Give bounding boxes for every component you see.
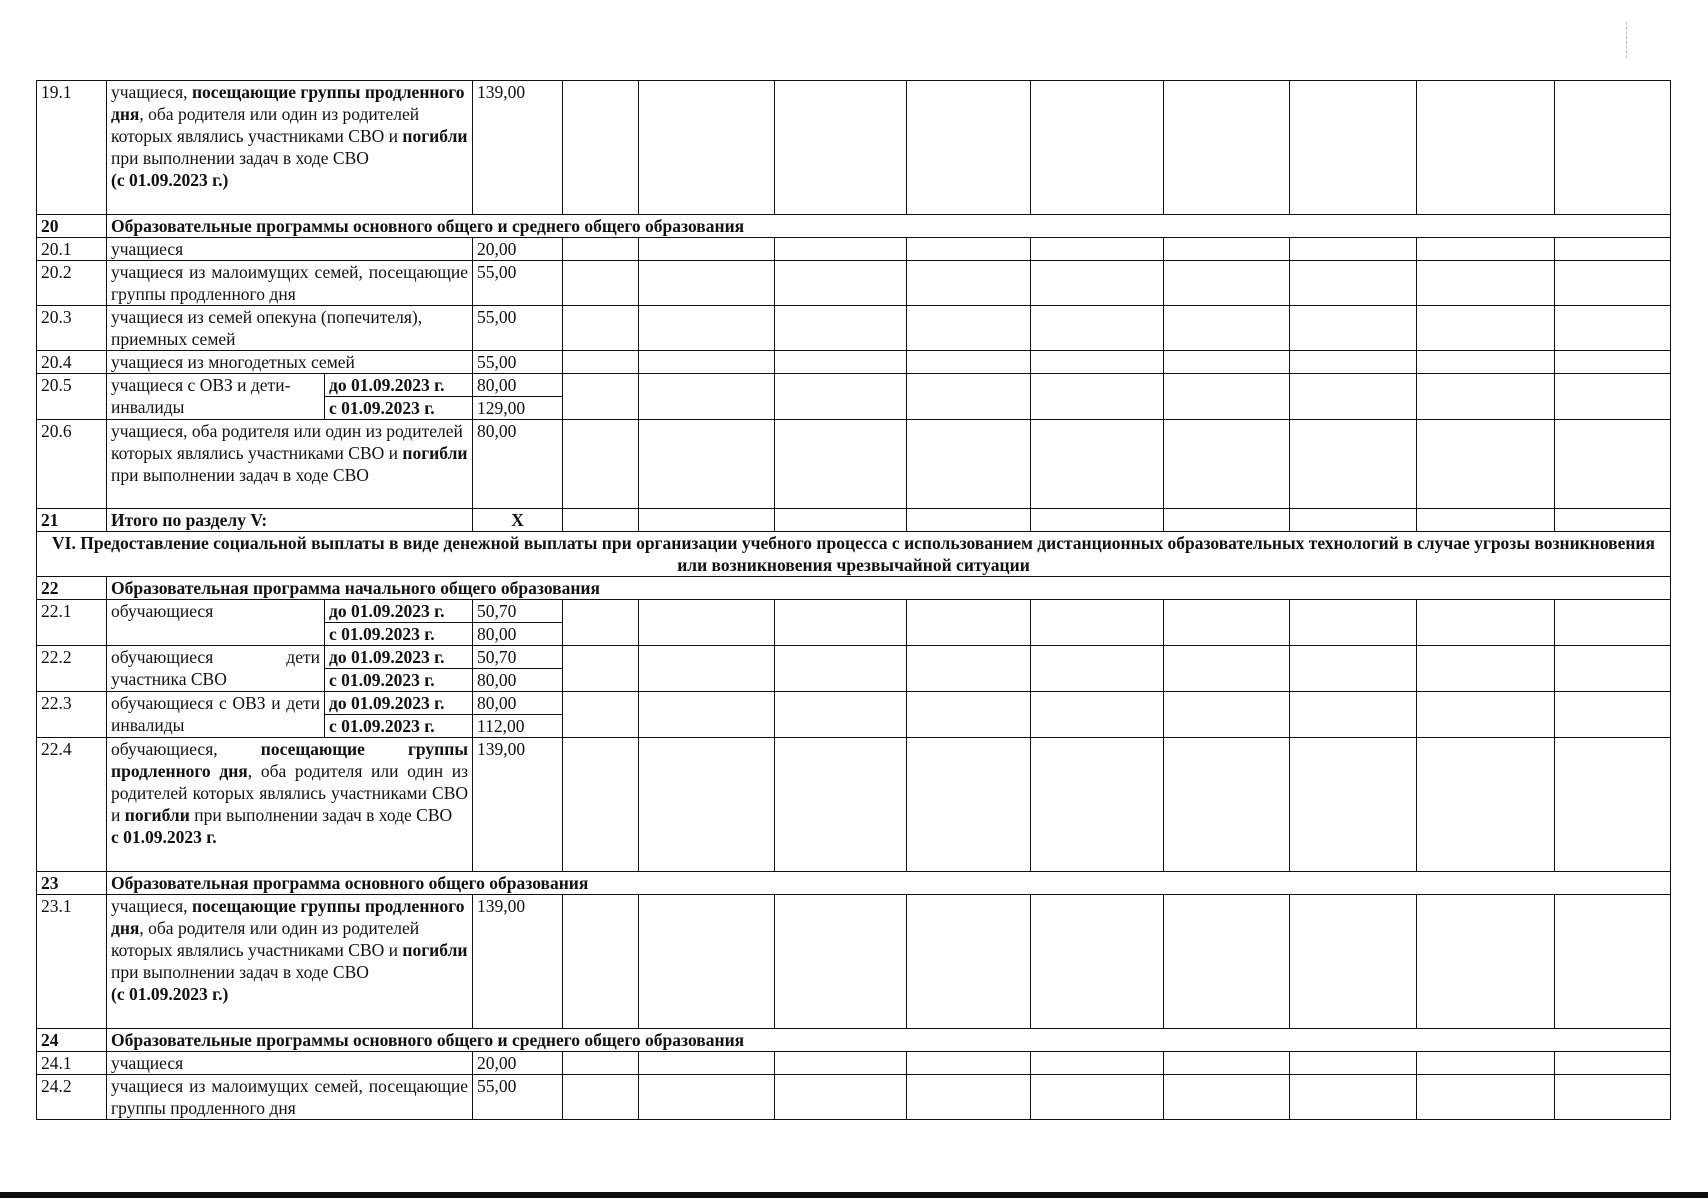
empty-cell <box>639 692 775 738</box>
empty-cell <box>1164 600 1290 646</box>
empty-cell <box>639 1075 775 1120</box>
table-row <box>37 238 1671 261</box>
table-row <box>37 1029 1671 1052</box>
table-row <box>37 1075 1671 1120</box>
empty-cell <box>1164 238 1290 261</box>
bold-text: погибли <box>402 940 468 960</box>
row-label: учащиеся из семей опекуна (попечителя), приемных семей <box>107 306 473 351</box>
empty-cell <box>1031 374 1164 420</box>
text: , оба родителя или один из родителей которых являлись участниками СВО и <box>111 761 469 825</box>
bold-text: посещающие группы продленного дня <box>111 896 465 938</box>
text: при выполнении задач в ходе СВО <box>189 805 453 825</box>
empty-cell <box>775 1052 907 1075</box>
empty-cell <box>907 646 1031 692</box>
row-number: 19.1 <box>37 81 107 215</box>
empty-cell <box>1555 238 1671 261</box>
bold-text: посещающие группы продленного дня <box>111 739 469 781</box>
empty-cell <box>775 895 907 1029</box>
empty-cell <box>1290 306 1417 351</box>
empty-cell <box>775 261 907 306</box>
row-number: 20.1 <box>37 238 107 261</box>
empty-cell <box>1031 895 1164 1029</box>
bold-text: посещающие группы продленного дня <box>111 82 465 124</box>
empty-cell <box>1164 261 1290 306</box>
row-value: 80,00 <box>473 669 563 692</box>
empty-cell <box>907 374 1031 420</box>
empty-cell <box>1417 895 1555 1029</box>
empty-cell <box>1555 374 1671 420</box>
section-row <box>37 532 1671 577</box>
empty-cell <box>563 1052 639 1075</box>
empty-cell <box>639 306 775 351</box>
empty-cell <box>1164 1075 1290 1120</box>
empty-cell <box>563 1075 639 1120</box>
empty-cell <box>639 646 775 692</box>
row-heading: Образовательные программы основного общего и среднего общего образования <box>107 215 1671 238</box>
empty-cell <box>775 420 907 509</box>
date-cell: до 01.09.2023 г. <box>325 692 473 715</box>
date-cell: с 01.09.2023 г. <box>325 397 473 420</box>
bold-text: погибли <box>402 126 468 146</box>
total-mark: X <box>473 509 563 532</box>
empty-cell <box>639 1052 775 1075</box>
text: , оба родителя или один из родителей которых являлись участниками СВО и <box>111 104 420 146</box>
row-value: 55,00 <box>473 351 563 374</box>
table-row <box>37 261 1671 306</box>
row-label <box>107 420 473 509</box>
row-heading: Образовательные программы основного общего и среднего общего образования <box>107 1029 1671 1052</box>
empty-cell <box>1164 895 1290 1029</box>
text: обучающиеся, <box>111 739 261 759</box>
row-value: 80,00 <box>473 623 563 646</box>
empty-cell <box>1164 420 1290 509</box>
text: при выполнении задач в ходе СВО <box>111 465 369 485</box>
row-number: 20.2 <box>37 261 107 306</box>
empty-cell <box>1031 261 1164 306</box>
empty-cell <box>1417 81 1555 215</box>
row-number: 20.3 <box>37 306 107 351</box>
table-row <box>37 509 1671 532</box>
empty-cell <box>907 351 1031 374</box>
empty-cell <box>1417 351 1555 374</box>
text: учащиеся, <box>111 82 192 102</box>
empty-cell <box>639 895 775 1029</box>
row-value: 139,00 <box>473 738 563 872</box>
row-number: 22.1 <box>37 600 107 646</box>
row-value: 129,00 <box>473 397 563 420</box>
row-number: 22.2 <box>37 646 107 692</box>
empty-cell <box>1290 261 1417 306</box>
empty-cell <box>1031 238 1164 261</box>
row-number: 22 <box>37 577 107 600</box>
row-number: 23.1 <box>37 895 107 1029</box>
empty-cell <box>775 738 907 872</box>
table-row <box>37 646 1671 669</box>
row-number: 23 <box>37 872 107 895</box>
table-row <box>37 215 1671 238</box>
empty-cell <box>1164 646 1290 692</box>
empty-cell <box>639 374 775 420</box>
row-label <box>107 895 473 1029</box>
empty-cell <box>1031 420 1164 509</box>
date-cell: с 01.09.2023 г. <box>325 715 473 738</box>
empty-cell <box>1417 600 1555 646</box>
empty-cell <box>1555 692 1671 738</box>
table-row <box>37 306 1671 351</box>
empty-cell <box>1555 895 1671 1029</box>
empty-cell <box>1417 261 1555 306</box>
empty-cell <box>1555 646 1671 692</box>
row-number: 24 <box>37 1029 107 1052</box>
empty-cell <box>1417 738 1555 872</box>
empty-cell <box>1031 738 1164 872</box>
empty-cell <box>1031 1052 1164 1075</box>
empty-cell <box>563 895 639 1029</box>
row-label <box>107 81 473 215</box>
empty-cell <box>563 238 639 261</box>
empty-cell <box>1290 646 1417 692</box>
row-number: 20.4 <box>37 351 107 374</box>
empty-cell <box>639 351 775 374</box>
empty-cell <box>563 600 639 646</box>
empty-cell <box>1417 646 1555 692</box>
row-value: 139,00 <box>473 895 563 1029</box>
empty-cell <box>907 81 1031 215</box>
section-title: VI. Предоставление социальной выплаты в виде денежной выплаты при организации учебного процесса с использованием дистанционных образовательных технологий в случае угрозы возникновения или возникновения чрезвычайной ситуации <box>37 532 1671 577</box>
row-number: 20.5 <box>37 374 107 420</box>
row-value: 50,70 <box>473 600 563 623</box>
text: при выполнении задач в ходе СВО <box>111 962 369 982</box>
row-value: 55,00 <box>473 1075 563 1120</box>
row-label: обучающиеся <box>107 600 325 646</box>
row-number: 24.1 <box>37 1052 107 1075</box>
row-value: 80,00 <box>473 374 563 397</box>
empty-cell <box>639 238 775 261</box>
empty-cell <box>563 509 639 532</box>
empty-cell <box>563 374 639 420</box>
row-number: 21 <box>37 509 107 532</box>
empty-cell <box>907 261 1031 306</box>
bold-text: погибли <box>402 443 468 463</box>
empty-cell <box>563 738 639 872</box>
empty-cell <box>1031 306 1164 351</box>
empty-cell <box>907 306 1031 351</box>
empty-cell <box>907 1052 1031 1075</box>
row-label: учащиеся из многодетных семей <box>107 351 473 374</box>
bold-text: с 01.09.2023 г. <box>111 827 217 847</box>
table-row <box>37 1052 1671 1075</box>
row-number: 22.4 <box>37 738 107 872</box>
empty-cell <box>1555 351 1671 374</box>
text: учащиеся, <box>111 896 192 916</box>
table-row <box>37 81 1671 215</box>
bold-text: (с 01.09.2023 г.) <box>111 170 229 190</box>
empty-cell <box>1290 238 1417 261</box>
empty-cell <box>907 692 1031 738</box>
empty-cell <box>907 238 1031 261</box>
bold-text: (с 01.09.2023 г.) <box>111 984 229 1004</box>
empty-cell <box>907 600 1031 646</box>
page-edge-line <box>0 1192 1708 1198</box>
row-number: 22.3 <box>37 692 107 738</box>
empty-cell <box>563 306 639 351</box>
scan-artifact <box>1626 22 1628 58</box>
empty-cell <box>1555 420 1671 509</box>
empty-cell <box>1031 509 1164 532</box>
row-label: обучающиеся с ОВЗ и дети инвалиды <box>107 692 325 738</box>
row-number: 20 <box>37 215 107 238</box>
empty-cell <box>775 374 907 420</box>
empty-cell <box>1031 600 1164 646</box>
empty-cell <box>1417 374 1555 420</box>
row-value: 20,00 <box>473 1052 563 1075</box>
empty-cell <box>775 81 907 215</box>
empty-cell <box>1164 692 1290 738</box>
table-row <box>37 351 1671 374</box>
table-row <box>37 872 1671 895</box>
empty-cell <box>1164 351 1290 374</box>
empty-cell <box>1417 1075 1555 1120</box>
empty-cell <box>563 351 639 374</box>
empty-cell <box>1555 261 1671 306</box>
empty-cell <box>1417 509 1555 532</box>
row-label: учащиеся <box>107 1052 473 1075</box>
empty-cell <box>907 420 1031 509</box>
empty-cell <box>563 646 639 692</box>
empty-cell <box>1164 81 1290 215</box>
empty-cell <box>1555 1075 1671 1120</box>
table-row <box>37 895 1671 1029</box>
empty-cell <box>1031 646 1164 692</box>
empty-cell <box>1555 81 1671 215</box>
empty-cell <box>639 600 775 646</box>
empty-cell <box>1031 1075 1164 1120</box>
empty-cell <box>1290 692 1417 738</box>
empty-cell <box>907 738 1031 872</box>
row-label: обучающиеся дети участника СВО <box>107 646 325 692</box>
empty-cell <box>1164 306 1290 351</box>
empty-cell <box>775 351 907 374</box>
row-label: учащиеся с ОВЗ и дети-инвалиды <box>107 374 325 420</box>
empty-cell <box>1164 374 1290 420</box>
benefits-table <box>36 80 1671 1120</box>
row-label: учащиеся из малоимущих семей, посещающие группы продленного дня <box>107 261 473 306</box>
empty-cell <box>1031 351 1164 374</box>
row-label <box>107 738 473 872</box>
date-cell: с 01.09.2023 г. <box>325 623 473 646</box>
empty-cell <box>907 1075 1031 1120</box>
empty-cell <box>775 1075 907 1120</box>
empty-cell <box>1555 509 1671 532</box>
table-row <box>37 738 1671 872</box>
row-value: 80,00 <box>473 420 563 509</box>
date-cell: с 01.09.2023 г. <box>325 669 473 692</box>
empty-cell <box>1031 81 1164 215</box>
empty-cell <box>563 81 639 215</box>
empty-cell <box>1417 306 1555 351</box>
empty-cell <box>1164 738 1290 872</box>
row-number: 24.2 <box>37 1075 107 1120</box>
empty-cell <box>563 692 639 738</box>
text: , оба родителя или один из родителей которых являлись участниками СВО и <box>111 918 420 960</box>
empty-cell <box>563 420 639 509</box>
empty-cell <box>1290 738 1417 872</box>
empty-cell <box>1417 420 1555 509</box>
empty-cell <box>1031 692 1164 738</box>
empty-cell <box>1417 692 1555 738</box>
empty-cell <box>1290 1052 1417 1075</box>
row-label: учащиеся <box>107 238 473 261</box>
empty-cell <box>1290 1075 1417 1120</box>
empty-cell <box>775 600 907 646</box>
empty-cell <box>1290 420 1417 509</box>
row-value: 112,00 <box>473 715 563 738</box>
empty-cell <box>907 895 1031 1029</box>
empty-cell <box>639 261 775 306</box>
empty-cell <box>1164 1052 1290 1075</box>
empty-cell <box>1555 1052 1671 1075</box>
empty-cell <box>775 238 907 261</box>
date-cell: до 01.09.2023 г. <box>325 600 473 623</box>
table-row <box>37 374 1671 397</box>
row-value: 20,00 <box>473 238 563 261</box>
empty-cell <box>1417 1052 1555 1075</box>
table-row <box>37 577 1671 600</box>
date-cell: до 01.09.2023 г. <box>325 374 473 397</box>
empty-cell <box>1290 509 1417 532</box>
row-label: учащиеся из малоимущих семей, посещающие группы продленного дня <box>107 1075 473 1120</box>
empty-cell <box>563 261 639 306</box>
empty-cell <box>1555 306 1671 351</box>
text: учащиеся, оба родителя или один из родителей которых являлись участниками СВО и <box>111 421 463 463</box>
empty-cell <box>1290 81 1417 215</box>
row-value: 55,00 <box>473 306 563 351</box>
empty-cell <box>639 738 775 872</box>
empty-cell <box>1290 895 1417 1029</box>
row-heading: Образовательная программа основного общего образования <box>107 872 1671 895</box>
empty-cell <box>1290 600 1417 646</box>
text: при выполнении задач в ходе СВО <box>111 148 369 168</box>
empty-cell <box>639 420 775 509</box>
bold-text: погибли <box>124 805 190 825</box>
empty-cell <box>639 509 775 532</box>
empty-cell <box>1290 351 1417 374</box>
empty-cell <box>775 509 907 532</box>
empty-cell <box>639 81 775 215</box>
empty-cell <box>1164 509 1290 532</box>
row-heading: Образовательная программа начального общего образования <box>107 577 1671 600</box>
empty-cell <box>1417 238 1555 261</box>
date-cell: до 01.09.2023 г. <box>325 646 473 669</box>
row-value: 55,00 <box>473 261 563 306</box>
empty-cell <box>1290 374 1417 420</box>
empty-cell <box>1555 738 1671 872</box>
row-value: 139,00 <box>473 81 563 215</box>
empty-cell <box>907 509 1031 532</box>
row-value: 50,70 <box>473 646 563 669</box>
empty-cell <box>775 692 907 738</box>
table-row <box>37 420 1671 509</box>
row-label: Итого по разделу V: <box>107 509 473 532</box>
empty-cell <box>775 646 907 692</box>
empty-cell <box>1555 600 1671 646</box>
row-number: 20.6 <box>37 420 107 509</box>
table-row <box>37 600 1671 623</box>
table-row <box>37 692 1671 715</box>
row-value: 80,00 <box>473 692 563 715</box>
empty-cell <box>775 306 907 351</box>
